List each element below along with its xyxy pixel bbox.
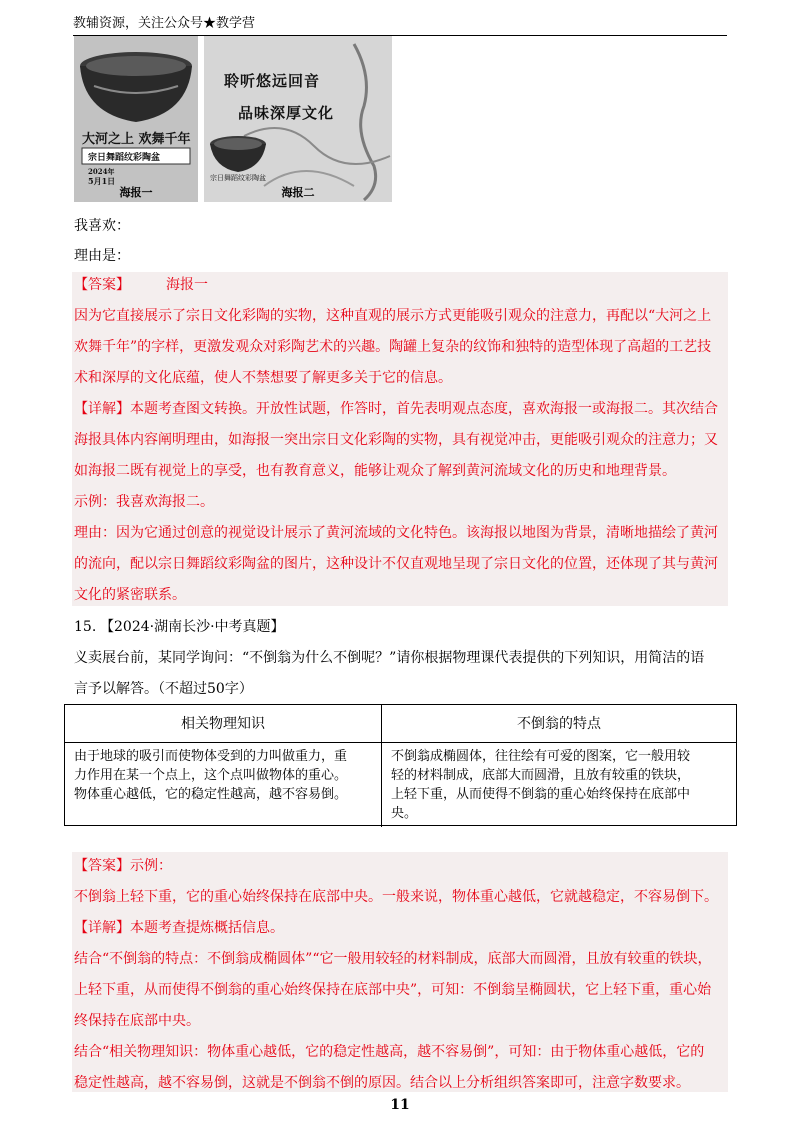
detail-line: 【详解】本题考查图文转换。开放性试题，作答时，首先表明观点态度，喜欢海报一或海报二。其次结合 (74, 401, 718, 417)
table-cell-line: 由于地球的吸引而使物体受到的力叫做重力，重 (74, 749, 348, 764)
table-cell-line: 上轻下重，从而使得不倒翁的重心始终保持在底部中 (391, 787, 691, 802)
like-label: 我喜欢： (74, 218, 130, 234)
table-cell-features (391, 747, 690, 823)
table-cell-physics (74, 747, 347, 804)
table-header-features: 不倒翁的特点 (382, 705, 736, 743)
detail-line: 结合“相关物理知识：物体重心越低，它的稳定性越高，越不容易倒”，可知：由于物体重心越低，它的 (74, 1044, 705, 1060)
detail-line: 文化的紧密联系。 (74, 587, 186, 603)
detail-line: 理由：因为它通过创意的视觉设计展示了黄河流域的文化特色。该海报以地图为背景，清晰地描绘了黄河 (74, 525, 718, 541)
poster-one (74, 36, 198, 202)
poster-one-caption: 海报一 (119, 186, 153, 199)
table-cell-line: 央。 (391, 806, 418, 821)
poster-one-date-day: 5月1日 (88, 176, 116, 186)
poster-two (204, 36, 392, 202)
detail-line: 示例：我喜欢海报二。 (74, 494, 214, 510)
detail-line: 终保持在底部中央。 (74, 1013, 200, 1029)
detail-line: 【详解】本题考查提炼概括信息。 (74, 920, 284, 936)
table-cell-line: 不倒翁成椭圆体，往往绘有可爱的图案，它一般用较 (391, 749, 691, 764)
poster-two-label: 宗日舞蹈纹彩陶盆 (210, 174, 266, 182)
poster-one-title: 大河之上 欢舞千年 (82, 132, 191, 147)
answer-line: 欢舞千年”的字样，更激发观众对彩陶艺术的兴趣。陶罐上复杂的纹饰和独特的造型体现了高超的工艺技 (74, 339, 712, 355)
poster-two-caption: 海报二 (281, 186, 315, 199)
table-column-divider (381, 705, 382, 827)
reason-label: 理由是： (74, 248, 130, 264)
table-cell-line: 物体重心越低，它的稳定性越高，越不容易倒。 (74, 787, 348, 802)
answer-line: 术和深厚的文化底蕴，使人不禁想要了解更多关于它的信息。 (74, 370, 452, 386)
table-header-physics: 相关物理知识 (65, 705, 381, 743)
table-cell-line: 轻的材料制成，底部大而圆滑，且放有较重的铁块， (391, 768, 691, 783)
page-number: 11 (390, 1097, 410, 1113)
detail-line: 的流向，配以宗日舞蹈纹彩陶盆的图片，这种设计不仅直观地呈现了宗日文化的位置，还体现了其与黄河 (74, 556, 718, 572)
question-line: 言予以解答。（不超过50字） (74, 681, 253, 697)
question-source: 【2024·湖南长沙·中考真题】 (100, 619, 285, 635)
poster-one-subtitle: 宗日舞蹈纹彩陶盆 (88, 153, 161, 163)
answer-line: 不倒翁上轻下重，它的重心始终保持在底部中央。一般来说，物体重心越低，它就越稳定，不容易倒下。 (74, 889, 718, 905)
question-line: 义卖展台前，某同学询问：“不倒翁为什么不倒呢？”请你根据物理课代表提供的下列知识，用简洁的语 (74, 650, 705, 666)
physics-knowledge-table (64, 704, 737, 826)
detail-line: 稳定性越高，越不容易倒，这就是不倒翁不倒的原因。结合以上分析组织答案即可，注意字数要求。 (74, 1075, 690, 1091)
detail-line: 海报具体内容阐明理由，如海报一突出宗日文化彩陶的实物，具有视觉冲击，更能吸引观众的注意力；又 (74, 432, 718, 448)
answer-tag: 【答案】 (74, 277, 130, 293)
table-cell-line: 力作用在某一个点上，这个点叫做物体的重心。 (74, 768, 348, 783)
page-header: 教辅资源，关注公众号★教学营 (73, 14, 727, 36)
answer-line: 因为它直接展示了宗日文化彩陶的实物，这种直观的展示方式更能吸引观众的注意力，再配以“大河之上 (74, 308, 712, 324)
poster-two-title-line1: 聆听悠远回音 (224, 72, 321, 90)
question-number: 15. (74, 619, 97, 635)
poster-two-title-line2: 品味深厚文化 (238, 104, 335, 122)
detail-line: 如海报二既有视觉上的享受，也有教育意义，能够让观众了解到黄河流域文化的历史和地理背景。 (74, 463, 676, 479)
answer-tag: 【答案】示例： (74, 858, 172, 874)
detail-line: 上轻下重，从而使得不倒翁的重心始终保持在底部中央”，可知：不倒翁呈椭圆状，它上轻下重，重心始 (74, 982, 712, 998)
answer-choice: 海报一 (166, 277, 208, 293)
poster-one-date-year: 2024年 (88, 167, 115, 176)
detail-line: 结合“不倒翁的特点：不倒翁成椭圆体”“它一般用较轻的材料制成，底部大而圆滑，且放有较重的铁块， (74, 951, 712, 967)
poster-images (74, 36, 392, 202)
